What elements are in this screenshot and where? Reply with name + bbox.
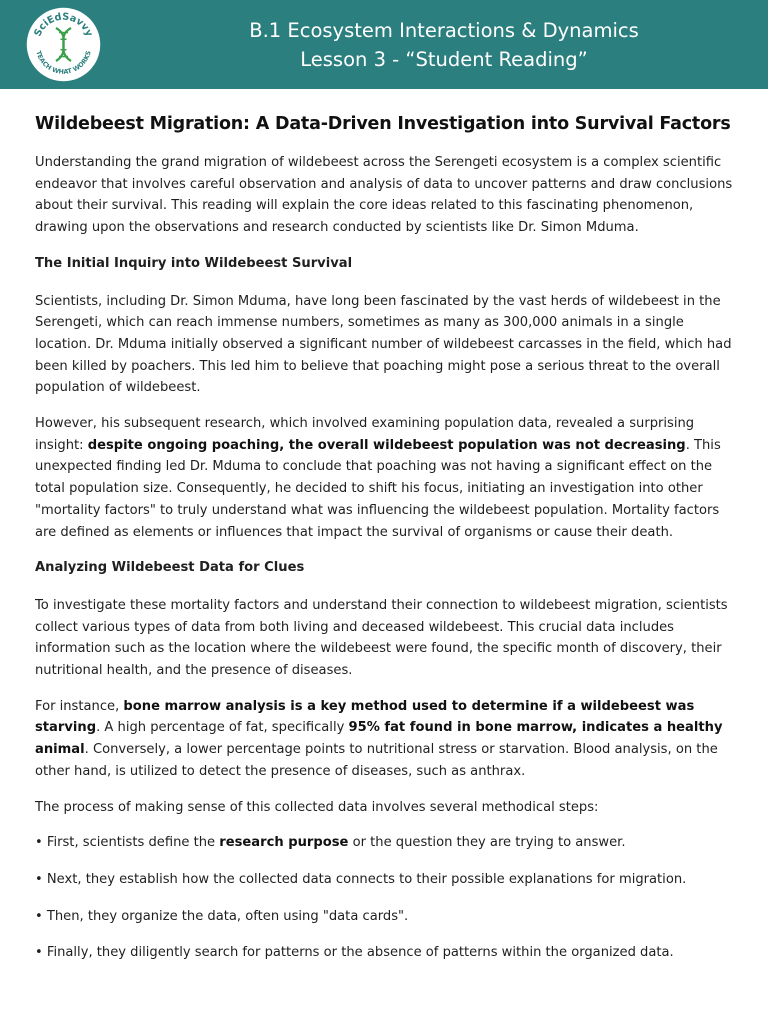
header-banner: [0, 0, 768, 89]
bold-population-finding: despite ongoing poaching, the overall wildebeest population was not decreasing: [87, 437, 686, 453]
lesson-title: Lesson 3 - “Student Reading”: [300, 48, 588, 71]
paragraph-population-insight: However, his subsequent research, which involved examining population data, revealed a surprising insight: despite ongoing poaching, the overall wildebeest population was not decreasing. This unexpected finding led Dr. Mduma to conclude that poaching was not having a significant effect on the total population size. Consequently, he decided to shift his focus, initiating an investigation into other "mortality factors" to truly understand what was influencing the wildebeest population. Mortality factors are defined as elements or influences that impact the survival of organisms or cause their death.: [35, 416, 721, 540]
intro-paragraph: Understanding the grand migration of wildebeest across the Serengeti ecosystem is a complex scientific endeavor that involves careful observation and analysis of data to uncover patterns and draw conclusions about their survival. This reading will explain the core ideas related to this fascinating phenomenon, drawing upon the observations and research conducted by scientists like Dr. Simon Mduma.: [35, 155, 733, 236]
list-item: • Then, they organize the data, often using "data cards".: [35, 908, 409, 924]
paragraph-data-collection: To investigate these mortality factors and understand their connection to wildebeest migration, scientists collect various types of data from both living and deceased wildebeest. This crucial data includes information such as the location where the wildebeest were found, the specific month of discovery, their nutritional health, and the presence of diseases.: [35, 597, 728, 679]
list-item: • First, scientists define the research purpose or the question they are trying to answer.: [35, 835, 626, 851]
section-heading-initial-inquiry: The Initial Inquiry into Wildebeest Survival: [35, 255, 353, 271]
paragraph-bone-marrow: For instance, bone marrow analysis is a key method used to determine if a wildebeest was starving. A high percentage of fat, specifically 95% fat found in bone marrow, indicates a healthy animal. Conversely, a lower percentage points to nutritional stress or starvation. Blood analysis, on the other hand, is utilized to detect the presence of diseases, such as anthrax.: [35, 698, 723, 779]
svg-text:SciEdSavvy: SciEdSavvy: [32, 11, 95, 39]
section-heading-analyzing-data: Analyzing Wildebeest Data for Clues: [35, 560, 305, 576]
paragraph-process-intro: The process of making sense of this collected data involves several methodical steps:: [35, 799, 599, 815]
bold-healthy-fat: 95% fat found in bone marrow, indicates a healthy animal: [35, 720, 723, 758]
header-titles: [120, 16, 768, 74]
bold-research-purpose: research purpose: [219, 835, 349, 851]
article-body: [35, 112, 733, 979]
list-item: • Next, they establish how the collected data connects to their possible explanations for migration.: [35, 871, 687, 887]
unit-title: B.1 Ecosystem Interactions & Dynamics: [249, 19, 639, 42]
svg-text:TEACH WHAT WORKS: TEACH WHAT WORKS: [34, 49, 93, 76]
list-item: • Finally, they diligently search for patterns or the absence of patterns within the organized data.: [35, 945, 674, 961]
bold-bone-marrow: bone marrow analysis is a key method used to determine if a wildebeest was starving: [35, 698, 695, 736]
sciedsavvy-logo: [26, 7, 101, 82]
paragraph-poaching-observation: Scientists, including Dr. Simon Mduma, have long been fascinated by the vast herds of wildebeest in the Serengeti, which can reach immense numbers, sometimes as many as 300,000 animals in a single location. Dr. Mduma initially observed a significant number of wildebeest carcasses in the field, which had been killed by poachers. This led him to believe that poaching might pose a serious threat to the overall population of wildebeest.: [35, 293, 732, 396]
article-title: Wildebeest Migration: A Data-Driven Investigation into Survival Factors: [35, 114, 731, 134]
